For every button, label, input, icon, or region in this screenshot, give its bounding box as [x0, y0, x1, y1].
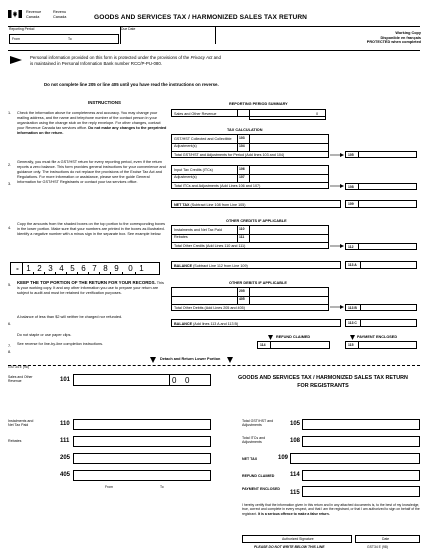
lower-instalments-label: Instalments and Net Tax Paid	[8, 419, 34, 428]
line-113b-field[interactable]	[345, 304, 417, 311]
adjustments-label-2: Adjustment(s)	[174, 175, 197, 179]
lower-payment-label: PAYMENT ENCLOSED	[242, 487, 280, 491]
other-debits-heading: OTHER DEBITS IF APPLICABLE	[229, 281, 287, 285]
instructions-heading: INSTRUCTIONS	[88, 100, 121, 105]
example-number-box	[10, 262, 160, 275]
balance2-label: BALANCE	[174, 321, 193, 326]
code-111: 111	[239, 234, 245, 239]
example-digit: 1	[26, 264, 31, 273]
example-digit: 6	[81, 264, 86, 273]
other-credits-table	[171, 225, 329, 249]
instr-num-7: 7.	[8, 344, 12, 348]
example-digit: 1	[139, 264, 144, 273]
lower-refund-label: REFUND CLAIMED	[242, 474, 275, 478]
lower-total-gst-label: Total GST/HST and Adjustments	[242, 419, 274, 428]
instr-item-5	[17, 280, 167, 296]
instr-bold-1: Do not make any changes to the preprinted information on the return.	[17, 125, 167, 135]
footer-code: GST34 E (98)	[367, 545, 388, 549]
privacy-text-2: is maintained in Personal Information Bank number RCC/P-PU-080.	[30, 60, 163, 66]
instr-num-2: 2.	[8, 163, 12, 167]
lower-from-label: From	[105, 485, 113, 489]
balance2-note: (Add lines 113 A and 113 B)	[193, 321, 239, 326]
lower-105-field[interactable]	[302, 419, 420, 430]
arrow-right-icon	[330, 243, 344, 249]
lower-code-405: 405	[60, 472, 71, 478]
due-date-divider	[120, 26, 121, 44]
example-digit: 5	[70, 264, 75, 273]
header-rule	[8, 26, 420, 27]
arrow-down-icon	[227, 357, 233, 363]
certification-text	[242, 503, 420, 516]
lower-code-111: 111	[60, 438, 70, 444]
signature-label: Authorized Signature	[282, 537, 314, 541]
country-name-fr: Canada	[53, 14, 67, 19]
working-copy-text: Working Copy	[395, 31, 421, 35]
sales-value-field[interactable]	[249, 117, 326, 120]
lower-114-field[interactable]	[302, 470, 420, 481]
itc-table	[171, 165, 329, 189]
line-114-field[interactable]	[257, 341, 330, 349]
example-digit: 0	[128, 264, 133, 273]
code-112: 112	[348, 244, 354, 249]
instr-item-8: See reverse for line-by-line completion instructions.	[17, 342, 104, 346]
instalments-label: Instalments and Net Tax Paid	[174, 227, 222, 232]
form-title: GOODS AND SERVICES TAX / HARMONIZED SALES TAX RETURN	[94, 14, 308, 21]
lower-109-field[interactable]	[290, 453, 420, 464]
example-digit: 3	[48, 264, 53, 273]
due-date-field[interactable]	[122, 34, 214, 44]
itc-label: Input Tax Credits (ITCs)	[174, 167, 213, 172]
agency-en	[26, 10, 41, 19]
lower-110-field[interactable]	[73, 419, 211, 430]
net-tax-label: NET TAX	[174, 202, 190, 207]
total-debits-label: Total Other Debits (Add Lines 205 and 405)	[174, 305, 245, 310]
sales-row	[171, 109, 326, 117]
privacy-act: Privacy Act	[190, 55, 213, 60]
instr-num-8: 8.	[8, 350, 12, 354]
french-available-text: Disponible en français	[380, 35, 421, 40]
working-copy-block	[311, 31, 421, 45]
lower-sales-label: Sales and Other Revenue	[8, 375, 33, 384]
lower-108-field[interactable]	[302, 436, 420, 447]
lower-code-108: 108	[290, 438, 301, 444]
protected-text: PROTECTED when completed	[366, 40, 421, 45]
lower-code-205: 205	[60, 455, 71, 461]
code-114: 114	[260, 343, 266, 347]
code-405: 405	[239, 296, 245, 301]
instr-num-6: 6.	[8, 322, 12, 326]
lower-code-109: 109	[278, 455, 289, 461]
example-digit: 8	[103, 264, 108, 273]
instr-item-6: A balance of less than $2 will neither be charged nor refunded.	[17, 315, 123, 319]
sales-cents: 0	[316, 111, 319, 116]
due-date-divider-right	[215, 26, 216, 44]
agency-fr	[53, 10, 66, 19]
lower-rebates-label: Rebates	[8, 439, 22, 443]
instr-item-1	[17, 111, 167, 136]
adjustments-label: Adjustment(s)	[174, 144, 197, 148]
instr-text-1: Check the information above for completeness and accuracy. You may change your mailing address, and the name and telephone number of the contact person in your organization using the change stub on the reply envelope. For other changes, contact your Revenue Canada tax services office.	[17, 111, 161, 130]
lower-code-115: 115	[290, 490, 300, 496]
lower-111-field[interactable]	[73, 436, 211, 447]
lower-title-line1: GOODS AND SERVICES TAX / HARMONIZED SALES TAX RETURN	[238, 375, 408, 381]
lower-code-101: 101	[60, 377, 71, 383]
code-105: 105	[348, 152, 354, 157]
balance-label: BALANCE	[174, 263, 193, 268]
lower-101-value-b: 0	[185, 376, 190, 385]
lower-net-tax-label: NET TAX	[242, 457, 258, 461]
gst-collected-label: GST/HST Collected and Collectible	[174, 136, 232, 141]
code-109: 109	[348, 202, 354, 206]
code-107: 107	[239, 174, 245, 179]
tax-calc-heading: TAX CALCULATION	[227, 128, 263, 132]
lower-205-field[interactable]	[73, 453, 211, 464]
instr-num-5: 5.	[8, 283, 12, 287]
payment-enclosed-label: PAYMENT ENCLOSED	[357, 335, 398, 339]
net-tax-row	[171, 200, 341, 208]
canada-flag-icon	[8, 10, 22, 18]
code-103: 103	[239, 136, 245, 140]
due-date-label: Due Date	[121, 27, 136, 31]
refund-claimed-label: REFUND CLAIMED	[276, 335, 311, 339]
date-label: Date	[382, 537, 390, 541]
line-113a-field[interactable]	[345, 261, 417, 269]
from-label: From	[12, 37, 20, 41]
example-digit: 4	[59, 264, 64, 273]
privacy-rule	[8, 50, 420, 51]
total-itc-label: Total ITCs and Adjustments (Add Lines 106 and 107)	[174, 183, 261, 188]
lower-115-field[interactable]	[302, 486, 420, 497]
agency-name-fr: Revenu	[53, 10, 67, 14]
arrow-right-icon	[10, 56, 22, 64]
lower-title	[225, 374, 421, 390]
code-108: 108	[348, 184, 354, 189]
lower-title-line2: FOR REGISTRANTS	[297, 383, 349, 390]
line-112-field[interactable]	[345, 243, 417, 250]
privacy-notice	[30, 55, 221, 66]
total-credits-label: Total Other Credits (Add Lines 110 and 111)	[174, 243, 246, 248]
instr-item-2	[17, 160, 167, 185]
balance2-row	[171, 319, 341, 327]
to-label: To	[68, 37, 72, 41]
reporting-period-label: Reporting Period	[9, 27, 35, 31]
arrow-down-icon	[150, 357, 156, 363]
arrow-right-icon	[330, 152, 344, 158]
privacy-text-1b: and	[212, 55, 221, 60]
code-113a: 113 A	[348, 263, 357, 267]
footer-note: PLEASE DO NOT WRITE BELOW THIS LINE	[254, 545, 325, 549]
example-digit: 2	[37, 264, 42, 273]
balance-row	[171, 261, 341, 269]
agency-name-en: Revenue	[26, 10, 42, 14]
privacy-text-1: Personal information provided on this form is protected under the provisions of the	[30, 55, 191, 60]
code-113c: 113 C	[348, 321, 357, 325]
lower-to-label: To	[160, 485, 164, 489]
rebates-label: Rebates	[174, 235, 188, 239]
reporting-period-field[interactable]	[9, 34, 119, 44]
line-109-field[interactable]	[345, 200, 417, 208]
code-110: 110	[239, 227, 245, 231]
arrow-right-icon	[330, 183, 344, 189]
lower-code-110: 110	[60, 421, 70, 427]
other-debits-table	[171, 287, 329, 311]
total-gst-label: Total GST/HST and Adjustments for Period (Add lines 103 and 104)	[174, 152, 285, 157]
sales-label: Sales and Other Revenue	[174, 111, 217, 116]
lower-code-114: 114	[290, 472, 300, 478]
line-105-field[interactable]	[345, 151, 417, 158]
certify-text: I hereby certify that the information given in this return and in any attached documents is, to the best of my knowledge, true, correct and complete in every respect, and that I am the registrant, or that I am authorized to sign on behalf of the registrant.	[242, 503, 420, 516]
example-digit: 9	[114, 264, 119, 273]
line-108-field[interactable]	[345, 183, 417, 190]
detach-text: Detach and Return Lower Portion	[160, 357, 221, 361]
instr-num-3: 3.	[8, 182, 12, 186]
code-104: 104	[239, 143, 245, 148]
code-106: 106	[239, 167, 245, 171]
sign-divider	[22, 263, 23, 275]
lower-code-105: 105	[290, 421, 301, 427]
arrow-down-icon	[350, 335, 355, 340]
instr-text-2: Generally, you must file a GST/HST return for every reporting period, even if the return reports a zero balance. This form provides general instructions for your convenience and guidance only. The instructions do not replace the provisions of the Excise Tax Act and Regulations. For more information or assistance, please see the guide General Information for GST/HST Registrants or contact your tax services office.	[17, 160, 166, 184]
lower-total-itc-label: Total ITCs and Adjustments	[242, 436, 266, 445]
arrow-right-icon	[330, 304, 344, 310]
balance-note: (Subtract Line 112 from Line 109)	[193, 263, 248, 268]
code-113b: 113 B	[348, 305, 357, 310]
line-115-field[interactable]	[345, 341, 417, 349]
example-minus: -	[16, 264, 19, 273]
lower-101-field[interactable]	[73, 374, 211, 386]
lower-101-value-a: 0	[172, 376, 177, 385]
instr-item-7: Do not staple or use paper clips.	[17, 333, 72, 337]
code-115: 115	[348, 343, 354, 347]
instr-item-4: Copy the amounts from the shaded boxes on the top portion to the corresponding boxes in the lower portion. Make sure that your numbers are printed in the boxes as illustrated. Identify a negative number with a minus sign in the separate box. See example below.	[17, 222, 165, 236]
form-code: GST34 E (98)	[8, 365, 29, 369]
instr-text-5: KEEP THE TOP PORTION OF THE RETURN FOR YOUR RECORDS.	[17, 280, 156, 285]
certify-bold: It is a serious offence to make a false return.	[258, 511, 330, 516]
instr-text-5b: This is your working copy. It and any other information you use to prepare your return are subject to audit and must be retained for verification purposes.	[17, 281, 164, 295]
warning-text: Do not complete line 205 or line 405 until you have read the instructions on reverse.	[44, 82, 219, 87]
lower-405-field[interactable]	[73, 470, 211, 481]
summary-heading: REPORTING PERIOD SUMMARY	[229, 102, 288, 106]
net-tax-note: (Subtract Line 108 from Line 105)	[190, 202, 246, 207]
instr-num-1: 1.	[8, 111, 12, 115]
country-name-en: Canada	[26, 14, 40, 19]
line-113c-field[interactable]	[345, 319, 417, 327]
arrow-down-icon	[268, 335, 273, 340]
other-credits-heading: OTHER CREDITS IF APPLICABLE	[226, 219, 287, 223]
instr-num-4: 4.	[8, 226, 12, 230]
detach-line	[8, 365, 420, 366]
example-digit: 7	[92, 264, 97, 273]
code-205: 205	[239, 289, 245, 293]
gst-calc-table	[171, 134, 329, 158]
